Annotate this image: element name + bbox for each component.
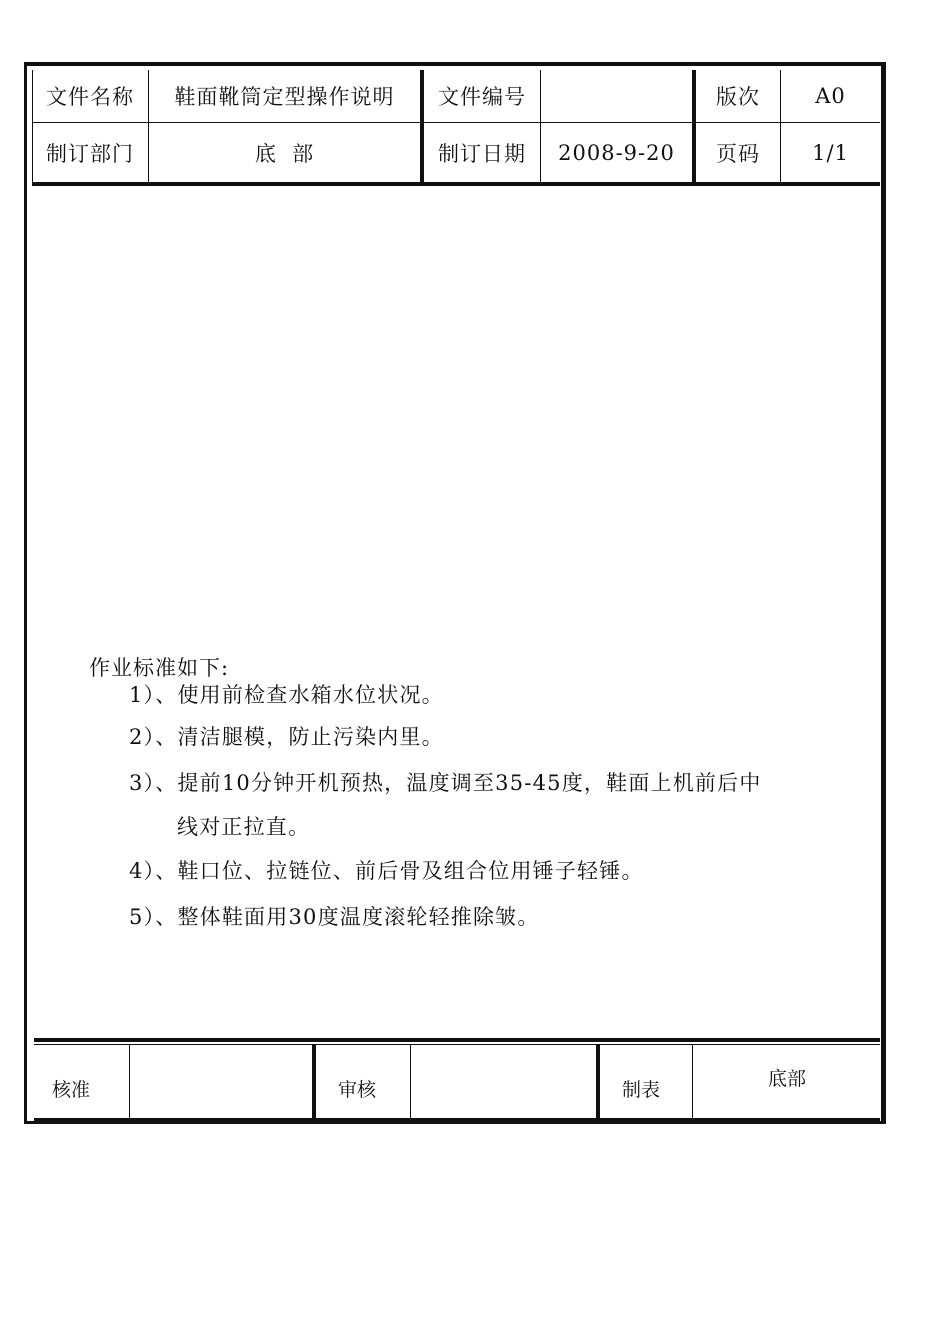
- document-frame: [24, 62, 886, 1124]
- step-item-3-continuation: 线对正拉直。: [177, 815, 311, 839]
- step-item-5: 5）、整体鞋面用30度温度滚轮轻推除皱。: [129, 905, 540, 929]
- page-value: 1/1: [812, 140, 849, 165]
- version-value: A0: [815, 84, 846, 108]
- work-standard-section: [27, 66, 881, 1121]
- prepare-label: 制表: [622, 1078, 661, 1101]
- step-item-1: 1）、使用前检查水箱水位状况。: [129, 683, 444, 707]
- page-label: 页码: [716, 141, 760, 166]
- version-label: 版次: [716, 85, 760, 109]
- date-value: 2008-9-20: [558, 140, 675, 165]
- signature-table: [34, 1038, 880, 1124]
- doc-no-label: 文件编号: [438, 85, 526, 109]
- step-item-3: 3）、提前10分钟开机预热，温度调至35-45度，鞋面上机前后中: [129, 771, 762, 795]
- review-value: [411, 1058, 596, 1118]
- dept-label: 制订部门: [46, 141, 134, 166]
- step-item-2: 2）、清洁腿模，防止污染内里。: [129, 725, 444, 749]
- review-label: 审核: [338, 1078, 377, 1101]
- date-label: 制订日期: [438, 141, 526, 166]
- prepare-value: 底部: [768, 1067, 807, 1090]
- standard-title: 作业标准如下:: [89, 656, 230, 680]
- doc-name-value: 鞋面靴筒定型操作说明: [174, 85, 395, 109]
- doc-name-label: 文件名称: [46, 85, 134, 109]
- approve-value: [130, 1058, 312, 1118]
- approve-label: 核准: [52, 1078, 91, 1101]
- step-item-4: 4）、鞋口位、拉链位、前后骨及组合位用锤子轻锤。: [129, 859, 644, 883]
- dept-value: 底 部: [254, 141, 315, 166]
